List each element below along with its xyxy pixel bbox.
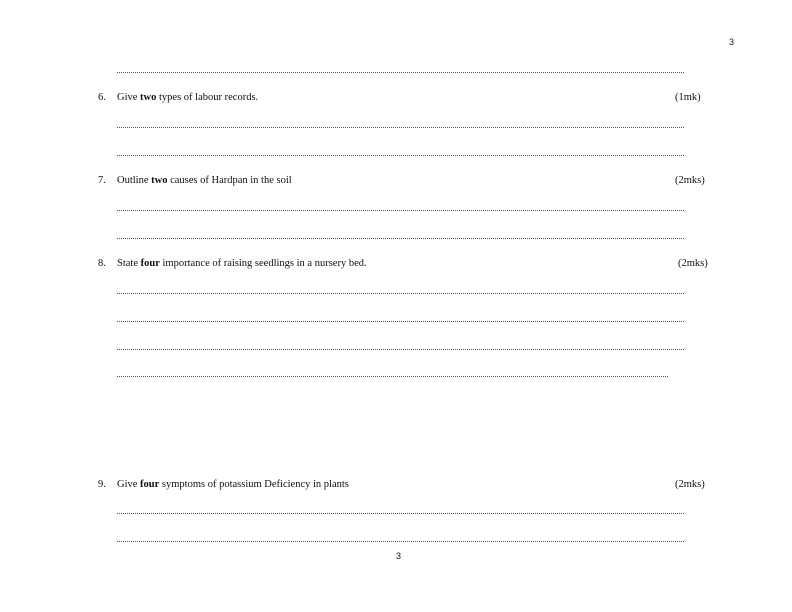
- answer-line: [117, 238, 684, 239]
- question-text: symptoms of potassium Deficiency in plants: [159, 479, 349, 490]
- answer-line: [117, 376, 668, 377]
- question-9: [98, 479, 349, 490]
- question-number: 6.: [98, 92, 106, 103]
- question-number: 8.: [98, 258, 106, 269]
- question-6: [98, 92, 258, 103]
- question-emphasis: two: [151, 175, 168, 186]
- question-text: State: [117, 258, 141, 269]
- answer-line: [117, 155, 684, 156]
- question-9-marks: (2mks): [675, 479, 705, 490]
- page-number-bottom: 3: [396, 551, 402, 561]
- question-emphasis: four: [140, 479, 160, 490]
- answer-line: [117, 513, 684, 514]
- question-text: types of labour records.: [156, 92, 259, 103]
- answer-line: [117, 127, 684, 128]
- answer-line: [117, 72, 684, 73]
- question-text: Outline: [117, 175, 152, 186]
- question-number: 7.: [98, 175, 106, 186]
- question-text: importance of raising seedlings in a nursery bed.: [159, 258, 367, 269]
- question-emphasis: two: [140, 92, 157, 103]
- answer-line: [117, 293, 684, 294]
- question-7-marks: (2mks): [675, 175, 705, 186]
- question-8-marks: (2mks): [678, 258, 708, 269]
- question-8: [98, 258, 367, 269]
- question-emphasis: four: [140, 258, 160, 269]
- question-text: causes of Hardpan in the soil: [167, 175, 292, 186]
- answer-line: [117, 541, 684, 542]
- page-number-top: 3: [729, 37, 735, 47]
- question-6-marks: (1mk): [675, 92, 701, 103]
- question-number: 9.: [98, 479, 106, 490]
- question-7: [98, 175, 292, 186]
- answer-line: [117, 349, 684, 350]
- answer-line: [117, 210, 684, 211]
- question-text: Give: [117, 479, 141, 490]
- answer-line: [117, 321, 684, 322]
- question-text: Give: [117, 92, 141, 103]
